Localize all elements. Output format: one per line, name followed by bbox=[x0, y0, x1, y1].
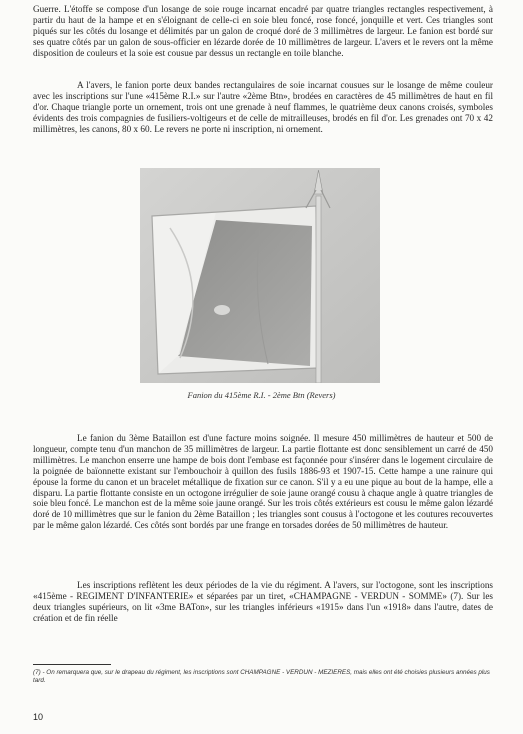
figure-caption: Fanion du 415ème R.I. - 2ème Btn (Revers) bbox=[187, 390, 336, 400]
paragraph-1: Guerre. L'étoffe se compose d'un losange de soie rouge incarnat encadré par quatre triangles rectangles respectivement, à partir du haut de la hampe et en s'éloignant de celle-ci en soie bleu foncé, rose foncé, jonquille et vert. Ces triangles sont piqués sur les côtés du losange et délimités par un galon de croqué doré de 3 millimètres de largeur. Le fanion est bordé sur ses quatre côtés par un galon de sous-officier en lézarde dorée de 10 millimètres de largeur. L'avers et le revers ont la même disposition de couleurs et la soie est cousue par dessus un rectangle en toile blanche. bbox=[33, 4, 493, 58]
paragraph-3: Le fanion du 3ème Bataillon est d'une facture moins soignée. Il mesure 450 millimètres de hauteur et 500 de longueur, compte tenu d'un manchon de 35 millimètres de largeur. La partie flottante est donc sensiblement un carré de 450 millimètres. Le manchon enserre une hampe de bois dont l'embase est façonnée pour s'insérer dans le logement circulaire de la poignée de baïonnette existant sur l'embouchoir à quillon des fusils 1886-93 et 1907-15. Cette hampe a une rainure qui épouse la forme du canon et un bracelet métallique de fixation sur ce canon. S'il y a eu une pique au bout de la hampe, elle a disparu. La partie flottante consiste en un octogone irrégulier de soie jaune orangé cousu à chaque angle à quatre triangles de soie bleu foncé. Le manchon est de la même soie jaune orangé. Sur les trois côtés extérieurs est cousu le même galon lézardé doré de 10 millimètres que sur le fanion du 2ème Bataillon ; les triangles sont cousus à l'octogone et les coutures recouvertes par le même galon lézardé. Ces côtés sont bordés par une frange en torsades dorées de 50 millimètres de hauteur. bbox=[33, 433, 493, 531]
flag-photo-illustration bbox=[140, 168, 380, 383]
footnote: (7) - On remarquera que, sur le drapeau du régiment, les inscriptions sont CHAMPAGNE - VERDUN - MEZIERES, mais elles ont été choisies plusieurs années plus tard. bbox=[33, 669, 490, 685]
paragraph-2: A l'avers, le fanion porte deux bandes rectangulaires de soie incarnat cousues sur le losange de même couleur avec les inscriptions sur l'une «415ème R.I.» sur l'autre «2ème Btn», brodées en caractères de 45 millimètres de haut en fil d'or. Chaque triangle porte un ornement, trois ont une grenade à neuf flammes, le quatrième deux canons croisés, symboles évidents des trois compagnies de fusiliers-voltigeurs et de celle de mitrailleuses, brodés en fil d'or. Les grenades ont 70 x 42 millimètres, les canons, 80 x 60. Le revers ne porte ni inscription, ni ornement. bbox=[33, 80, 493, 134]
paragraph-4: Les inscriptions reflètent les deux périodes de la vie du régiment. A l'avers, sur l'octogone, sont les inscriptions «415ème - REGIMENT D'INFANTERIE» et séparées par un tiret, «CHAMPAGNE - VERDUN - SOMME» (7). Sur les deux triangles supérieurs, on lit «3me BATon», sur les triangles inférieurs «1915» dans l'un «1918» dans l'autre, dates de création et de fin réelle bbox=[33, 580, 493, 623]
flag-photo bbox=[140, 168, 380, 383]
footnote-separator bbox=[33, 664, 111, 665]
page-number: 10 bbox=[33, 712, 44, 722]
